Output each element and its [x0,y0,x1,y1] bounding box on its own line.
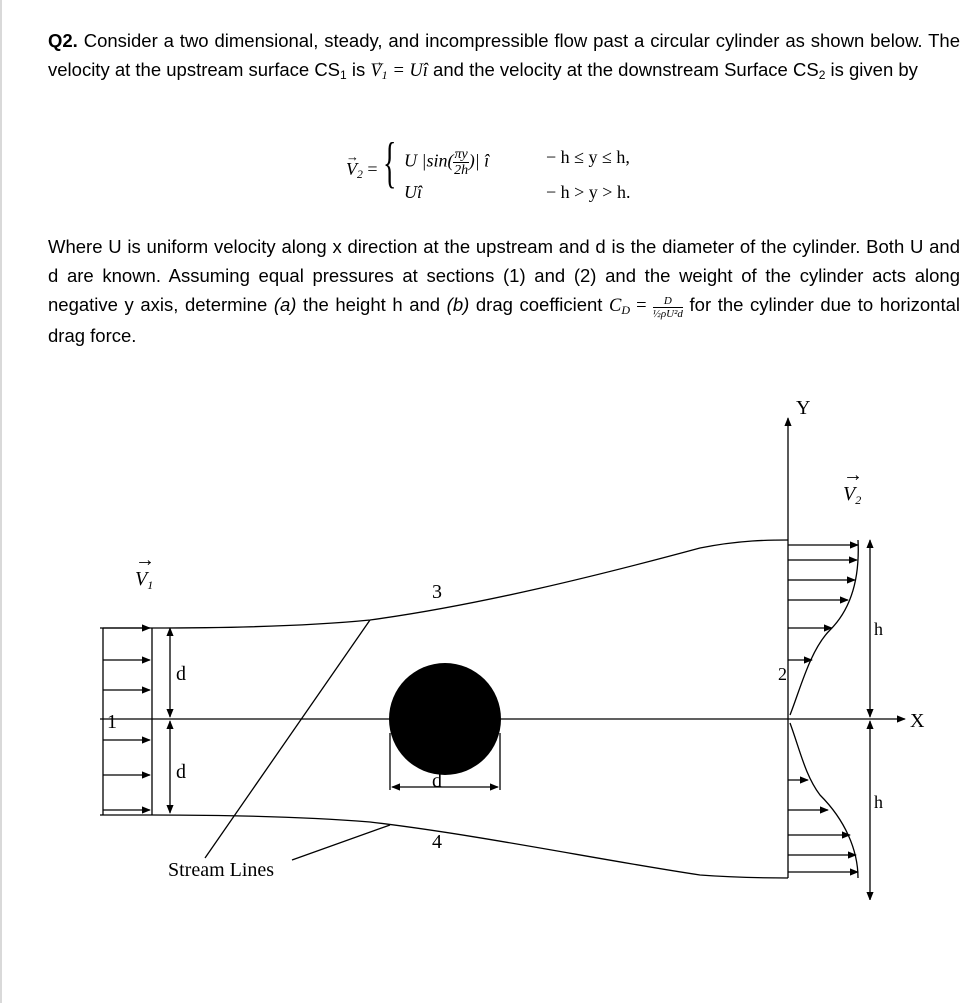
cs2-subscript: 2 [818,68,826,82]
label-cylinder-d: d [432,770,442,792]
label-section-3: 3 [432,581,442,603]
v1-symbol: → V [370,57,381,86]
question-paragraph [48,26,960,86]
case1-denominator: 2h [454,161,469,178]
streamline-pointer-1 [205,620,370,858]
question-number: Q2. [48,30,78,51]
flow-diagram [0,380,968,900]
label-v2: $V_2$ [843,483,862,507]
label-y-axis: Y [796,397,811,419]
equation-condition-2: − h > y > h. [546,182,631,202]
statement-text-2: the height h and [296,294,447,315]
downstream-velocity-arrows [788,545,858,872]
label-d-bottom: d [176,761,186,783]
question-mid: and the velocity at the downstream Surface CS [427,59,819,80]
case1-fraction [453,147,468,177]
v1-arrow-glyph: → [135,549,155,571]
case1-numerator: πy [454,146,468,162]
question-intro: Consider a two dimensional, steady, and incompressible flow past a circular cylinder as shown below. The velocity at the upstream surface CS [48,30,960,80]
cylinder [389,663,501,775]
equation-brace: { [383,132,397,194]
case1-prefix: U |sin( [404,150,454,171]
statement-text-3: drag coefficient [469,294,610,315]
v1-subscript: 1 [381,68,388,82]
equation-lhs [346,159,378,180]
v1-equation: = Uî [387,61,428,81]
equation-condition-1: − h ≤ y ≤ h, [546,147,630,167]
part-a-label: (a) [273,294,297,315]
cd-numerator: D [653,295,683,308]
label-v1: $V_1$ [135,568,154,592]
label-d-top: d [176,663,186,685]
case1-suffix: )| î [468,150,490,171]
question-end: is given by [825,59,918,80]
streamline-pointer-2 [292,825,390,860]
label-section-4: 4 [432,831,442,853]
streamline-top [152,540,788,628]
statement-text-4: for the cylinder due to horizontal drag force. [48,294,961,346]
label-section-1: 1 [107,711,117,733]
part-b-label: (b) [446,294,470,315]
label-section-2: 2 [778,664,787,684]
label-h-top: h [874,619,883,639]
equation-case-2: Uî [404,182,422,202]
cd-denominator: ½ρU²d [652,308,683,321]
v2-subscript: 2 [357,167,363,181]
cd-subscript: D [621,303,631,317]
label-h-bottom: h [874,792,883,812]
v2-symbol: → V [346,159,357,180]
statement-text-1: Where U is uniform velocity along x direction at the upstream and d is the diameter of the cylinder. Both U and d are known. Assuming equal pressures at sections (1) and (2) and the weight of the cylinder acts along negative y axis, determine [48,236,960,315]
label-stream-lines: Stream Lines [168,859,275,881]
equation-equals: = [362,159,378,179]
cs1-subscript: 1 [340,68,347,82]
problem-statement [48,232,960,350]
equation-case-1 [404,147,489,177]
cd-equals: = [630,296,653,316]
v2-arrow-glyph: → [843,464,863,486]
cd-symbol: C [609,296,622,316]
question-is: is [346,59,371,80]
label-x-axis: X [910,710,925,732]
cd-fraction [653,295,683,320]
